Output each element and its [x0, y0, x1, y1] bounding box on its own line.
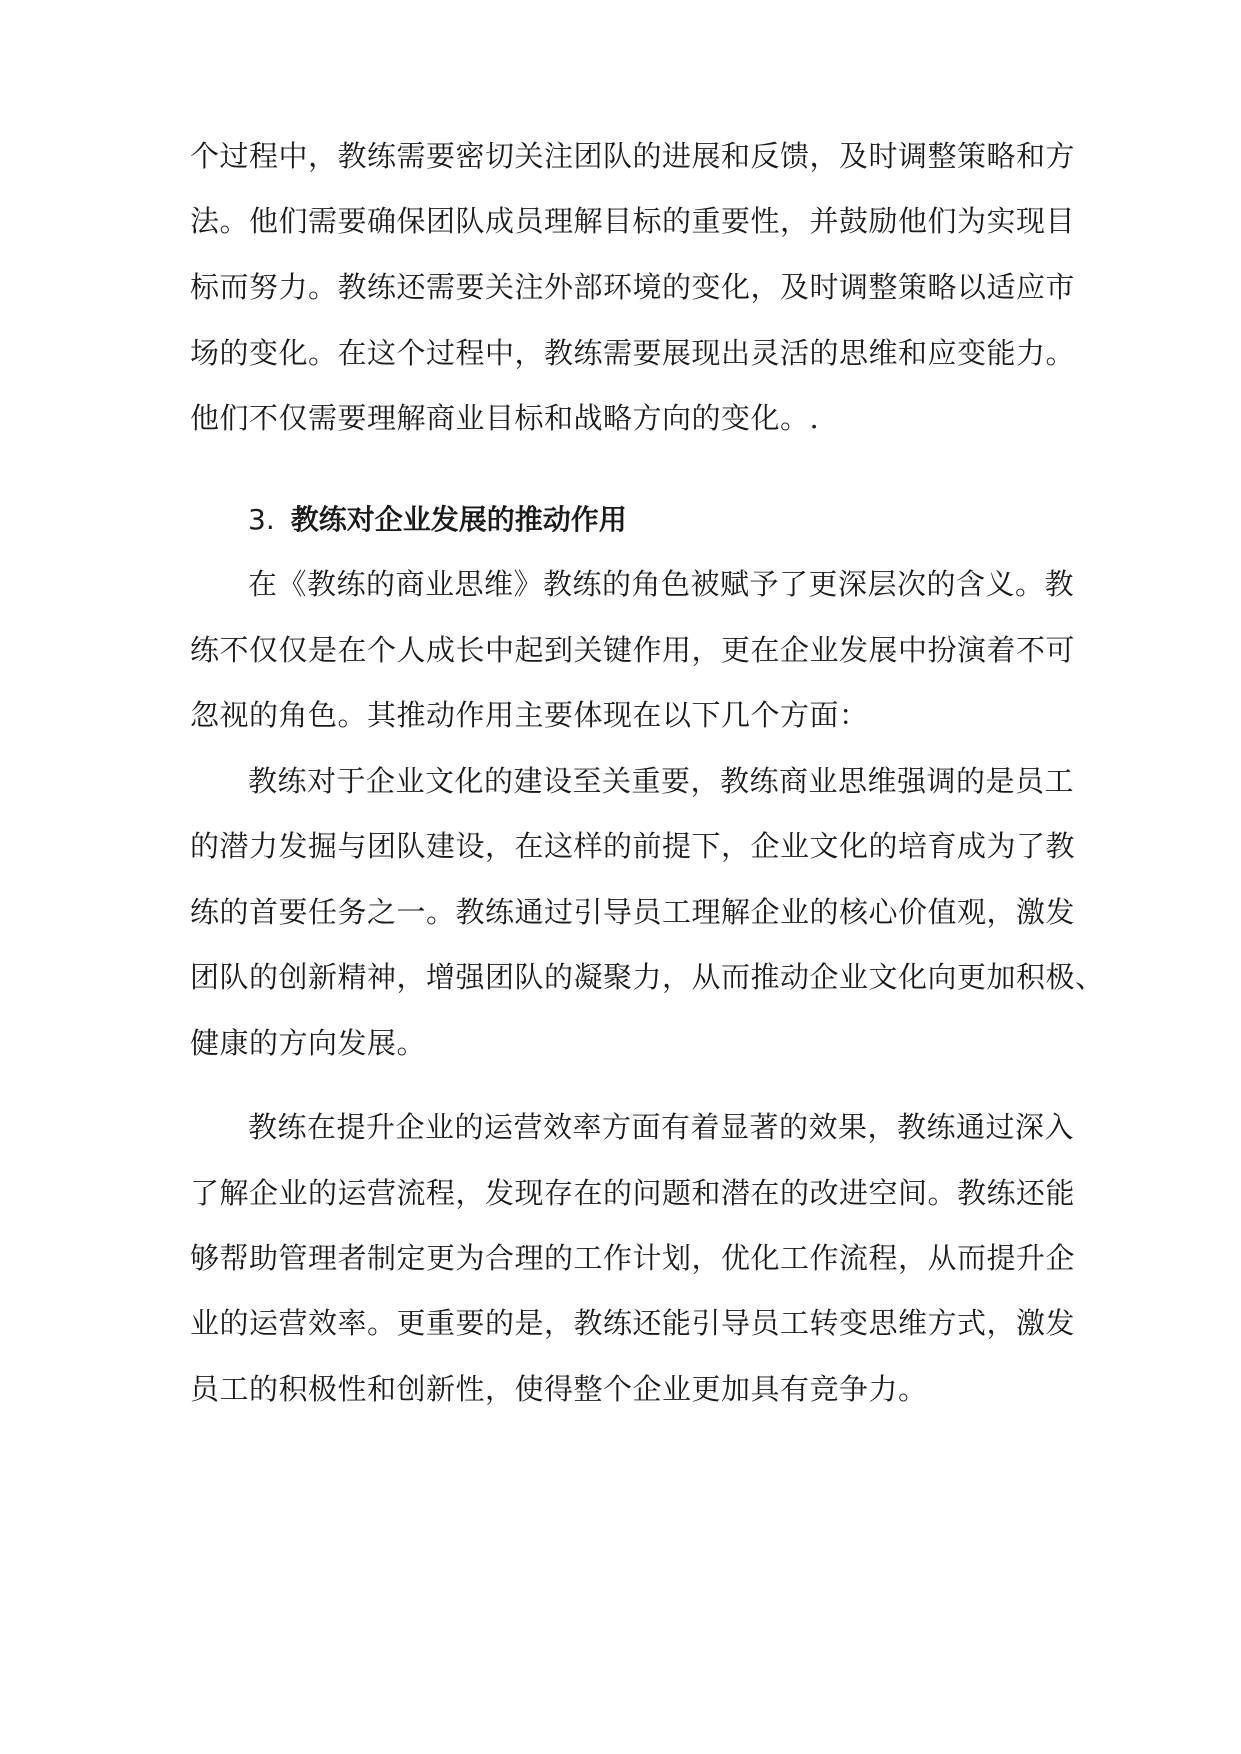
paragraph-line: 忽视的角色。其推动作用主要体现在以下几个方面：: [190, 698, 869, 732]
section-title: 教练对企业发展的推动作用: [290, 503, 627, 536]
paragraph-line: 健康的方向发展。: [190, 1026, 427, 1060]
paragraph-line: 教练在提升企业的运营效率方面有着显著的效果，教练通过深入: [248, 1110, 1075, 1144]
paragraph-line: 教练对于企业文化的建设至关重要，教练商业思维强调的是员工: [248, 764, 1075, 798]
paragraph-line: 练的首要任务之一。教练通过引导员工理解企业的核心价值观，激发: [190, 895, 1076, 929]
paragraph-line: 够帮助管理者制定更为合理的工作计划，优化工作流程，从而提升企: [190, 1241, 1076, 1275]
paragraph-line: 在《教练的商业思维》教练的角色被赋予了更深层次的含义。教: [248, 567, 1075, 601]
paragraph-line: 他们不仅需要理解商业目标和战略方向的变化。.: [190, 401, 820, 435]
paragraph-line: 标而努力。教练还需要关注外部环境的变化，及时调整策略以适应市: [190, 270, 1076, 304]
paragraph-line: 员工的积极性和创新性，使得整个企业更加具有竞争力。: [190, 1372, 928, 1406]
paragraph-line: 业的运营效率。更重要的是，教练还能引导员工转变思维方式，激发: [190, 1306, 1076, 1340]
section-number: 3.: [248, 503, 275, 536]
paragraph-line: 了解企业的运营流程，发现存在的问题和潜在的改进空间。教练还能: [190, 1176, 1076, 1210]
paragraph-line: 的潜力发掘与团队建设，在这样的前提下，企业文化的培育成为了教: [190, 829, 1076, 863]
paragraph-line: 练不仅仅是在个人成长中起到关键作用，更在企业发展中扮演着不可: [190, 633, 1076, 667]
paragraph-line: 团队的创新精神，增强团队的凝聚力，从而推动企业文化向更加积极、: [190, 960, 1105, 994]
paragraph-line: 个过程中，教练需要密切关注团队的进展和反馈，及时调整策略和方: [190, 139, 1076, 173]
paragraph-line: 法。他们需要确保团队成员理解目标的重要性，并鼓励他们为实现目: [190, 204, 1076, 238]
paragraph-line: 场的变化。在这个过程中，教练需要展现出灵活的思维和应变能力。: [190, 336, 1076, 370]
section-heading: [248, 500, 627, 540]
